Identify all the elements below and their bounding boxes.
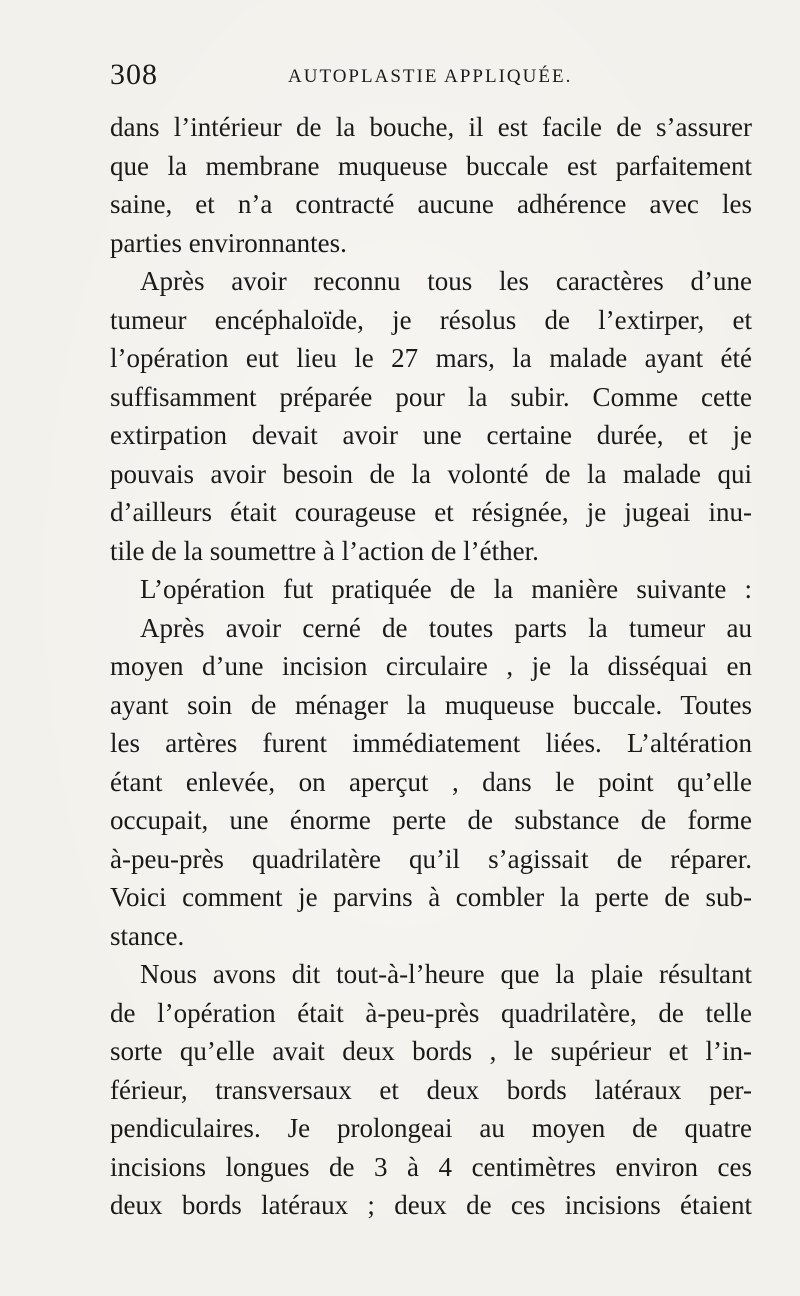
text-line: l’opération eut lieu le 27 mars, la malade ayant été [110, 343, 752, 373]
text-line: moyen d’une incision circulaire , je la disséquai en [110, 651, 752, 681]
text-line: tumeur encéphaloïde, je résolus de l’extirper, et [110, 304, 752, 335]
text-line: étant enlevée, on aperçut , dans le point qu’elle [110, 766, 752, 797]
text-line: dans l’intérieur de la bouche, il est facile de s’assurer [110, 112, 752, 142]
text-line: parties environnantes. [110, 227, 347, 258]
running-head [110, 58, 750, 98]
text-line: L’opération fut pratiquée de la manière suivante : [140, 574, 752, 604]
text-line: suffisamment préparée pour la subir. Comme cette [110, 381, 752, 412]
text-line: à-peu-près quadrilatère qu’il s’agissait de réparer. [110, 843, 752, 874]
running-title: AUTOPLASTIE APPLIQUÉE. [288, 66, 573, 87]
text-line: tile de la soumettre à l’action de l’éther. [110, 535, 539, 566]
text-line: incisions longues de 3 à 4 centimètres environ ces [110, 1151, 752, 1182]
text-line: extirpation devait avoir une certaine durée, et je [110, 420, 752, 450]
text-line: que la membrane muqueuse buccale est parfaitement [110, 150, 752, 181]
text-line: occupait, une énorme perte de substance de forme [110, 805, 752, 835]
text-line: Voici comment je parvins à combler la perte de sub- [110, 882, 752, 912]
text-line: Après avoir cerné de toutes parts la tumeur au [140, 612, 752, 643]
text-line: les artères furent immédiatement liées. L’altération [110, 728, 752, 758]
text-line: pendiculaires. Je prolongeai au moyen de quatre [110, 1113, 752, 1143]
text-line: pouvais avoir besoin de la volonté de la malade qui [110, 458, 752, 489]
body-text [110, 108, 752, 1225]
text-line: d’ailleurs était courageuse et résignée, je jugeai inu- [110, 497, 752, 527]
text-line: ayant soin de ménager la muqueuse buccale. Toutes [110, 689, 752, 720]
page-number: 308 [110, 58, 158, 91]
text-line: deux bords latéraux ; deux de ces incisions étaient [110, 1190, 752, 1220]
text-line: Nous avons dit tout-à-l’heure que la plaie résultant [140, 959, 752, 989]
text-line: de l’opération était à-peu-près quadrilatère, de telle [110, 997, 752, 1028]
text-line: stance. [110, 920, 185, 951]
text-line: saine, et n’a contracté aucune adhérence avec les [110, 189, 752, 219]
text-line: Après avoir reconnu tous les caractères d’une [140, 266, 752, 296]
text-line: sorte qu’elle avait deux bords , le supérieur et l’in- [110, 1036, 752, 1066]
text-line: férieur, transversaux et deux bords latéraux per- [110, 1074, 752, 1105]
